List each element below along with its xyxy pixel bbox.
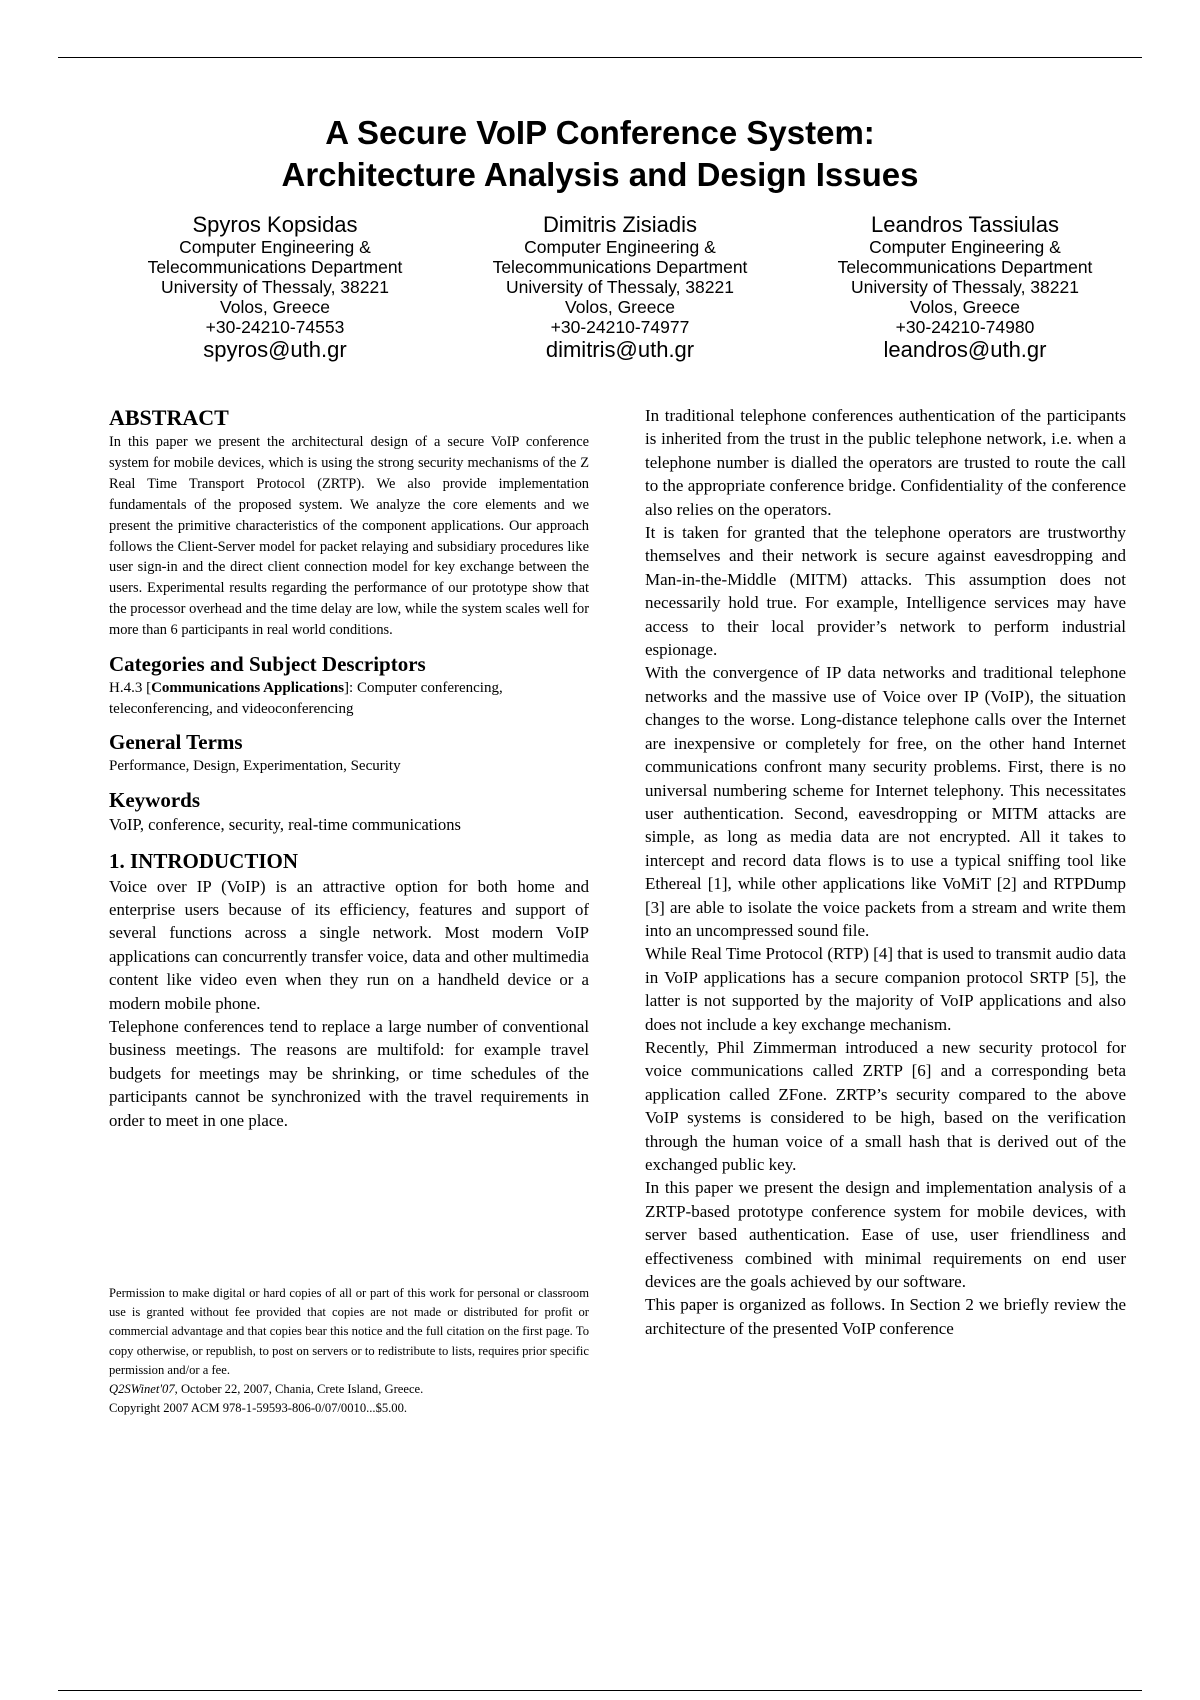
author-location: Volos, Greece [220,297,330,317]
author-name: Dimitris Zisiadis [543,212,697,237]
author-name: Spyros Kopsidas [192,212,358,237]
author-affiliation: Computer Engineering & [869,237,1061,257]
permission-notice [109,1284,589,1418]
author-email: dimitris@uth.gr [545,337,695,362]
author-affiliation: Computer Engineering & [179,237,371,257]
general-terms-heading: General Terms [109,730,243,755]
author-affiliation: Telecommunications Department [147,257,403,277]
author-affiliation: University of Thessaly, 38221 [161,277,389,297]
body-paragraph: In this paper we present the design and implementation analysis of a ZRTP-based prototype conference system for mobile devices, with server based authentication. Ease of use, user friendliness and effectiveness combined with minimal requirements on end user devices are the goals achieved by our software. [645,1178,1126,1292]
body-paragraph: With the convergence of IP data networks and traditional telephone networks and the massive use of Voice over IP (VoIP), the situation changes to the worse. Long-distance telephone calls over the Internet are inexpensive or completely for free, on the other hand Internet communications confront many security problems. First, there is no universal numbering scheme for Internet telephony. This necessitates user authentication. Second, eavesdropping or MITM attacks are simple, as long as media data are not encrypted. All it takes to intercept and record data flows is to use a typical sniffing tool like Ethereal [1], while other applications like VoMiT [2] and RTPDump [3] are able to isolate the voice packets from a stream and write them into an uncompressed sound file. [645,663,1126,940]
author-phone: +30-24210-74553 [205,317,345,337]
body-paragraph: This paper is organized as follows. In Section 2 we briefly review the architecture of the presented VoIP conference [645,1295,1126,1338]
author-affiliation: Computer Engineering & [524,237,716,257]
abstract-text: In this paper we present the architectural design of a secure VoIP conference system for mobile devices, which is using the strong security mechanisms of the Z Real Time Transport Protocol (ZRTP). We also provide implementation fundamentals of the proposed system. We analyze the core elements and we present the primitive characteristics of the component applications. Our approach follows the Client-Server model for packet relaying and subsidiary procedures like user sign-in and the direct client connection model for key exchange between the users. Experimental results regarding the performance of our prototype show that the processor overhead and the time delay are low, while the system scales well for more than 6 participants in real world conditions. [109,434,589,639]
left-column [109,404,589,1132]
conference-details: , October 22, 2007, Chania, Crete Island, Greece. [174,1382,424,1397]
author-affiliation: University of Thessaly, 38221 [506,277,734,297]
body-paragraph: It is taken for granted that the telephone operators are trustworthy themselves and their network is secure against eavesdropping and Man-in-the-Middle (MITM) attacks. This assumption does not necessarily hold true. For example, Intelligence services may have access to their local provider’s network to perform industrial espionage. [645,523,1126,660]
categories-heading: Categories and Subject Descriptors [109,652,426,677]
paper-title [0,112,1200,196]
intro-paragraph: Telephone conferences tend to replace a large number of conventional business meetings. The reasons are multifold: for example travel budgets for meetings may be shrinking, or time schedules of the participants cannot be synchronized with the travel requirements in order to meet in one place. [109,1017,589,1130]
intro-paragraph: Voice over IP (VoIP) is an attractive option for both home and enterprise users because of its efficiency, features and support of several functions across a single network. Most modern VoIP applications can concurrently transfer voice, data and other multimedia content like video even when they run on a handheld device or a modern mobile phone. [109,876,589,1013]
author-1 [115,212,435,362]
category-bold: Communications Applications [151,680,345,697]
author-2 [460,212,780,362]
general-terms-text: Performance, Design, Experimentation, Security [109,758,401,775]
bottom-rule [58,1690,1142,1691]
keywords-text: VoIP, conference, security, real-time communications [109,814,461,834]
title-line-1: A Secure VoIP Conference System: [325,114,875,151]
author-location: Volos, Greece [910,297,1020,317]
author-phone: +30-24210-74977 [550,317,690,337]
permission-text: Permission to make digital or hard copies of all or part of this work for personal or classroom use is granted without fee provided that copies are not made or distributed for profit or commercial advantage and that copies bear this notice and the full citation on the first page. To copy otherwise, or republish, to post on servers or to redistribute to lists, requires prior specific permission and/or a fee. [109,1286,589,1377]
author-affiliation: Telecommunications Department [492,257,748,277]
author-email: leandros@uth.gr [883,337,1047,362]
author-location: Volos, Greece [565,297,675,317]
author-3 [805,212,1125,362]
author-phone: +30-24210-74980 [895,317,1035,337]
right-column [645,404,1126,1340]
introduction-heading: 1. INTRODUCTION [109,848,299,873]
author-affiliation: University of Thessaly, 38221 [851,277,1079,297]
body-paragraph: Recently, Phil Zimmerman introduced a new security protocol for voice communications called ZRTP [6] and a corresponding beta application called ZFone. ZRTP’s security compared to the above VoIP systems is considered to be high, based on the verification through the human voice of a small hash that is derived out of the exchanged public key. [645,1037,1126,1174]
category-code: H.4.3 [ [109,680,152,697]
body-paragraph: While Real Time Protocol (RTP) [4] that is used to transmit audio data in VoIP applications has a secure companion protocol SRTP [5], the latter is not supported by the majority of VoIP applications and also does not include a key exchange mechanism. [645,944,1126,1034]
category-rest: ]: Computer conferencing, teleconferencing, and videoconferencing [109,680,503,717]
title-line-2: Architecture Analysis and Design Issues [281,156,919,193]
keywords-heading: Keywords [109,787,200,812]
author-name: Leandros Tassiulas [871,212,1059,237]
categories-text [109,678,589,719]
author-block [120,212,1120,362]
conference-name: Q2SWinet'07 [109,1382,175,1397]
author-email: spyros@uth.gr [203,337,347,362]
copyright-line: Copyright 2007 ACM 978-1-59593-806-0/07/0010...$5.00. [109,1401,408,1416]
top-rule [58,57,1142,58]
author-affiliation: Telecommunications Department [837,257,1093,277]
body-paragraph: In traditional telephone conferences authentication of the participants is inherited from the trust in the public telephone network, i.e. when a telephone number is dialled the operators are trusted to route the call to the appropriate conference bridge. Confidentiality of the conference also relies on the operators. [645,406,1126,519]
abstract-heading: ABSTRACT [109,405,229,430]
conference-line [109,1380,589,1399]
